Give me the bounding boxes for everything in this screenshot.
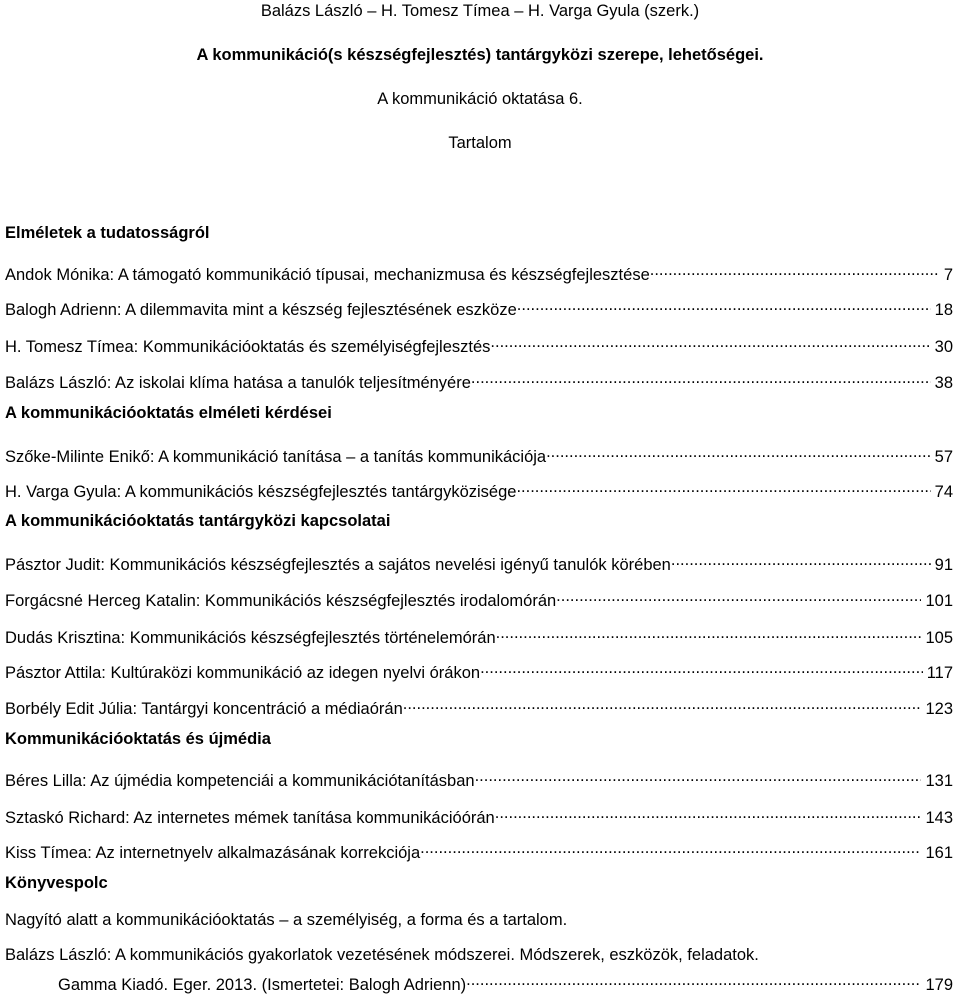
entry-title: H. Varga Gyula: A kommunikációs készségfejlesztés tantárgyközisége [5, 483, 517, 501]
entry-page: 161 [925, 844, 953, 862]
dot-leader [516, 477, 930, 497]
entry-page: 117 [926, 664, 953, 682]
entry-page: 91 [934, 556, 953, 574]
toc-entry[interactable] [5, 295, 953, 320]
entry-title: Dudás Krisztina: Kommunikációs készségfejlesztés történelemórán [5, 629, 496, 647]
dot-leader [517, 295, 931, 315]
dot-leader [420, 838, 921, 858]
toc-entry[interactable] [5, 368, 953, 393]
section-heading: A kommunikációoktatás tantárgyközi kapcsolatai [5, 512, 391, 530]
entry-page: 30 [934, 338, 953, 356]
entry-title: Béres Lilla: Az újmédia kompetenciái a kommunikációtanításban [5, 772, 475, 790]
section-heading: A kommunikációoktatás elméleti kérdései [5, 404, 332, 422]
entry-title: Kiss Tímea: Az internetnyelv alkalmazásának korrekciója [5, 844, 421, 862]
entry-title: Borbély Edit Júlia: Tantárgyi koncentráció a médiaórán [5, 700, 403, 718]
toc-entry[interactable] [5, 694, 953, 719]
dot-leader [466, 970, 921, 990]
dot-leader [496, 623, 922, 643]
section-heading: Kommunikációoktatás és újmédia [5, 730, 271, 748]
entry-page: 38 [934, 374, 953, 392]
entry-title: Andok Mónika: A támogató kommunikáció típusai, mechanizmusa és készségfejlesztése [5, 266, 650, 284]
toc-entry[interactable] [5, 260, 953, 285]
entry-page: 179 [925, 976, 953, 994]
entry-title: Balázs László: Az iskolai klíma hatása a tanulók teljesítményére [5, 374, 471, 392]
entry-title: Pásztor Judit: Kommunikációs készségfejlesztés a sajátos nevelési igényű tanulók körében [5, 556, 671, 574]
dot-leader [495, 803, 922, 823]
book-title: A kommunikáció(s készségfejlesztés) tantárgyközi szerepe, lehetőségei. [196, 46, 764, 64]
entry-page: 143 [925, 809, 953, 827]
bookshelf-subheading: Nagyító alatt a kommunikációoktatás – a személyiség, a forma és a tartalom. [5, 911, 568, 929]
toc-entry[interactable] [5, 803, 953, 828]
entry-page: 57 [934, 448, 953, 466]
section-heading: Elméletek a tudatosságról [5, 224, 210, 242]
entry-title: Gamma Kiadó. Eger. 2013. (Ismertetei: Balogh Adrienn) [58, 976, 467, 994]
section-heading: Könyvespolc [5, 874, 108, 892]
review-entry-line1[interactable]: Balázs László: A kommunikációs gyakorlatok vezetésének módszerei. Módszerek, eszközök, feladatok. [5, 946, 759, 964]
editors-line: Balázs László – H. Tomesz Tímea – H. Varga Gyula (szerk.) [260, 2, 700, 20]
entry-title: H. Tomesz Tímea: Kommunikációoktatás és személyiségfejlesztés [5, 338, 491, 356]
toc-entry[interactable] [5, 623, 953, 648]
dot-leader [556, 586, 921, 606]
dot-leader [403, 694, 922, 714]
entry-title: Pásztor Attila: Kultúraközi kommunikáció az idegen nyelvi órákon [5, 664, 481, 682]
entry-page: 7 [943, 266, 953, 284]
entry-page: 105 [925, 629, 953, 647]
entry-page: 131 [925, 772, 953, 790]
entry-title: Szőke-Milinte Enikő: A kommunikáció tanítása – a tanítás kommunikációja [5, 448, 547, 466]
toc-entry[interactable] [5, 658, 953, 683]
dot-leader [546, 442, 931, 462]
dot-leader [671, 550, 931, 570]
dot-leader [471, 368, 931, 388]
toc-entry[interactable] [5, 838, 953, 863]
contents-label: Tartalom [448, 134, 512, 152]
entry-title: Forgácsné Herceg Katalin: Kommunikációs készségfejlesztés irodalomórán [5, 592, 557, 610]
dot-leader [490, 332, 930, 352]
toc-entry[interactable] [5, 332, 953, 357]
series-line: A kommunikáció oktatása 6. [377, 90, 583, 108]
toc-entry[interactable] [58, 970, 953, 995]
entry-page: 18 [934, 301, 953, 319]
toc-entry[interactable] [5, 477, 953, 502]
toc-entry[interactable] [5, 442, 953, 467]
entry-page: 123 [925, 700, 953, 718]
toc-entry[interactable] [5, 550, 953, 575]
toc-entry[interactable] [5, 586, 953, 611]
entry-title: Balogh Adrienn: A dilemmavita mint a készség fejlesztésének eszköze [5, 301, 517, 319]
dot-leader [480, 658, 923, 678]
dot-leader [475, 766, 922, 786]
entry-page: 74 [934, 483, 953, 501]
entry-page: 101 [925, 592, 953, 610]
dot-leader [650, 260, 940, 280]
entry-title: Sztaskó Richard: Az internetes mémek tanítása kommunikációórán [5, 809, 495, 827]
toc-entry[interactable] [5, 766, 953, 791]
